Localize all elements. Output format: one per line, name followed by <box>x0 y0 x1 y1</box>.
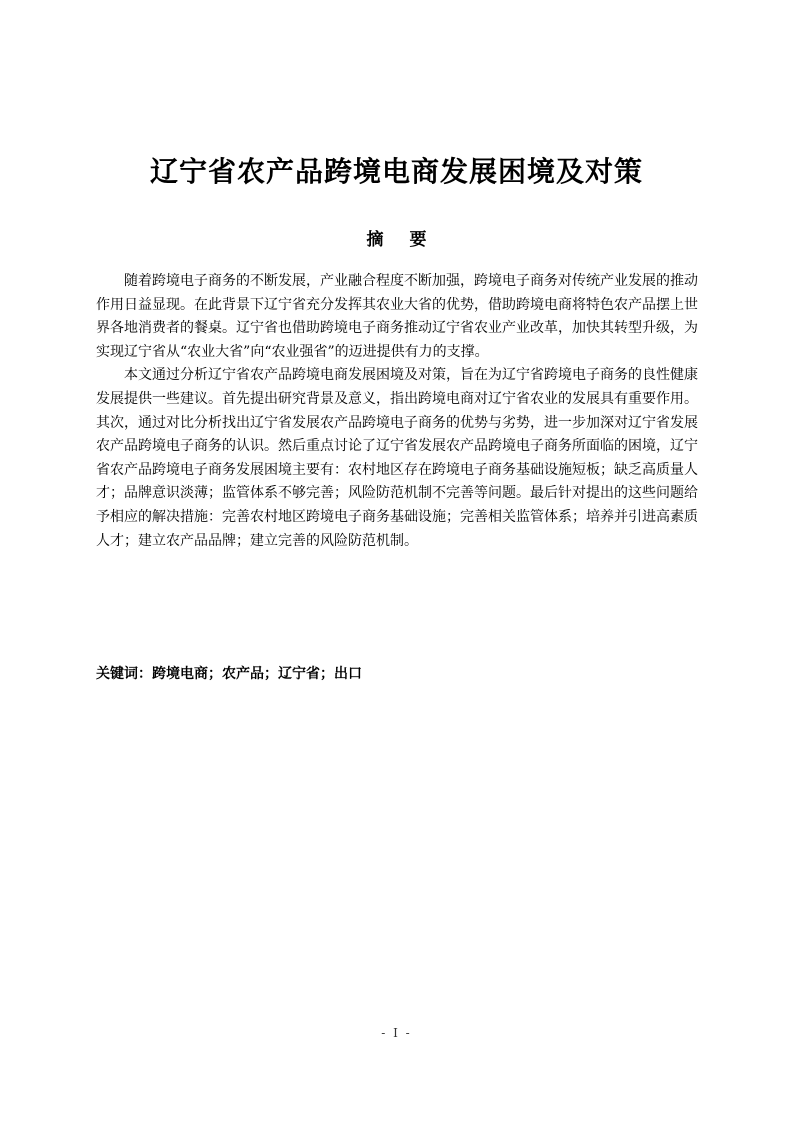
abstract-paragraph: 随着跨境电子商务的不断发展，产业融合程度不断加强，跨境电子商务对传统产业发展的推动作用日益显现。在此背景下辽宁省充分发挥其农业大省的优势，借助跨境电商将特色农产品摆上世界各地消费者的餐桌。辽宁省也借助跨境电子商务推动辽宁省农业产业改革，加快其转型升级，为实现辽宁省从“农业大省”向“农业强省”的迈进提供有力的支撑。 <box>96 273 698 360</box>
abstract-body <box>96 270 698 553</box>
page-number: - I - <box>381 1026 412 1040</box>
keywords-line: 关键词：跨境电商；农产品；辽宁省；出口 <box>96 666 362 682</box>
abstract-paragraph: 本文通过分析辽宁省农产品跨境电商发展困境及对策，旨在为辽宁省跨境电子商务的良性健康发展提供一些建议。首先提出研究背景及意义，指出跨境电商对辽宁省农业的发展具有重要作用。其次，通过对比分析找出辽宁省发展农产品跨境电子商务的优势与劣势，进一步加深对辽宁省发展农产品跨境电子商务的认识。然后重点讨论了辽宁省发展农产品跨境电子商务所面临的困境，辽宁省农产品跨境电子商务发展困境主要有：农村地区存在跨境电子商务基础设施短板；缺乏高质量人才；品牌意识淡薄；监管体系不够完善；风险防范机制不完善等问题。最后针对提出的这些问题给予相应的解决措施：完善农村地区跨境电子商务基础设施；完善相关监管体系；培养并引进高素质人才；建立农产品品牌；建立完善的风险防范机制。 <box>96 367 698 549</box>
abstract-heading: 摘要 <box>366 230 453 250</box>
document-title: 辽宁省农产品跨境电商发展困境及对策 <box>149 155 643 188</box>
